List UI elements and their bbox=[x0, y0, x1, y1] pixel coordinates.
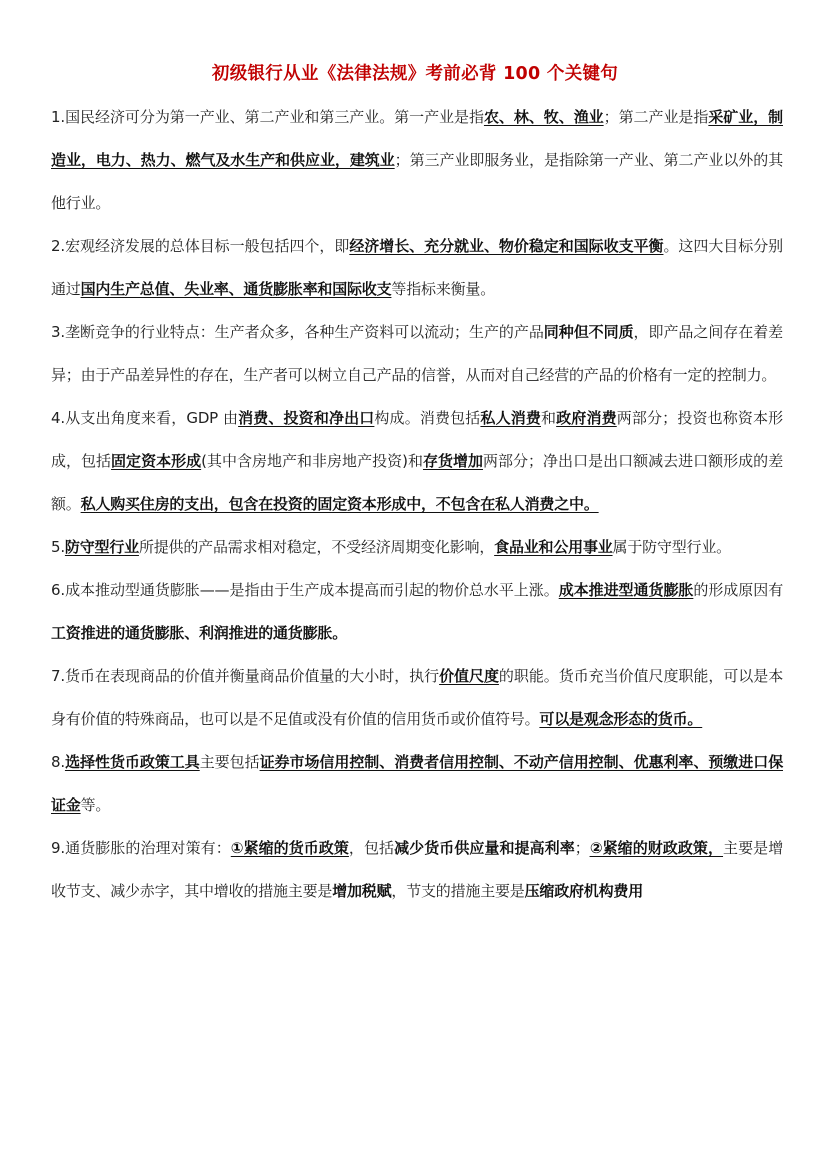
paragraph-6 bbox=[51, 569, 783, 655]
paragraph-4 bbox=[51, 397, 783, 526]
key-phrase: 可以是观念形态的货币。 bbox=[539, 710, 703, 728]
key-phrase: 私人购买住房的支出，包含在投资的固定资本形成中，不包含在私人消费之中。 bbox=[80, 495, 599, 513]
bold-phrase: 工资推进的通货膨胀、利润推进的通货膨胀。 bbox=[51, 624, 348, 642]
key-phrase: 政府消费 bbox=[556, 409, 617, 427]
key-phrase: 价值尺度 bbox=[439, 667, 499, 685]
key-phrase: 成本推进型通货膨胀 bbox=[558, 581, 694, 599]
text-segment: ； bbox=[574, 839, 590, 857]
key-phrase: 私人消费 bbox=[480, 409, 541, 427]
text-segment: 等。 bbox=[80, 796, 111, 814]
text-segment: 属于防守型行业。 bbox=[612, 538, 731, 556]
text-segment: 的职能。货币充当价值尺度职能，可以是本身有价值的特殊商品，也可以是不足值或没有价值的信用货币或价值符号。 bbox=[51, 667, 784, 728]
text-segment: 5. bbox=[51, 538, 65, 556]
text-segment: ，节支的措施主要是 bbox=[391, 882, 525, 900]
text-segment: 构成。消费包括 bbox=[374, 409, 481, 427]
text-segment: 7.货币在表现商品的价值并衡量商品价值量的大小时，执行 bbox=[51, 667, 440, 685]
key-phrase: 经济增长、充分就业、物价稳定和国际收支平衡 bbox=[349, 237, 664, 255]
key-phrase: 选择性货币政策工具 bbox=[64, 753, 200, 771]
paragraph-3 bbox=[51, 311, 783, 397]
text-segment: 主要是增收节支、减少赤字，其中增收的措施主要是 bbox=[51, 839, 783, 900]
text-segment: 8. bbox=[51, 753, 65, 771]
paragraph-1 bbox=[51, 96, 783, 225]
key-phrase: 采矿业，制造业，电力、热力、燃气及水生产和供应业，建筑业 bbox=[51, 108, 783, 169]
key-phrase: 食品业和公用事业 bbox=[494, 538, 613, 556]
paragraph-8 bbox=[51, 741, 783, 827]
bold-phrase: 压缩政府机构费用 bbox=[524, 882, 644, 900]
text-segment: 6.成本推动型通货膨胀——是指由于生产成本提高而引起的物价总水平上涨。 bbox=[51, 581, 559, 599]
paragraph-7 bbox=[51, 655, 783, 741]
text-segment: 3.垄断竞争的行业特点：生产者众多，各种生产资料可以流动；生产的产品 bbox=[51, 323, 544, 341]
text-segment: 9.通货膨胀的治理对策有： bbox=[51, 839, 231, 857]
text-segment: (其中含房地产和非房地产投资)和 bbox=[201, 452, 423, 470]
key-phrase: 国内生产总值、失业率、通货膨胀率和国际收支 bbox=[80, 280, 392, 298]
text-segment: 4.从支出角度来看，GDP 由 bbox=[51, 409, 239, 427]
key-phrase: 农、林、牧、渔业 bbox=[483, 108, 604, 126]
text-segment: 两部分；净出口是出口额减去进口额形成的差额。 bbox=[51, 452, 783, 513]
text-segment: ，包括 bbox=[348, 839, 395, 857]
text-segment: 2.宏观经济发展的总体目标一般包括四个，即 bbox=[51, 237, 350, 255]
text-segment: 所提供的产品需求相对稳定，不受经济周期变化影响， bbox=[138, 538, 495, 556]
key-phrase: ①紧缩的货币政策 bbox=[230, 839, 349, 857]
text-segment: 。这四大目标分别通过 bbox=[51, 237, 783, 298]
key-phrase: 存货增加 bbox=[422, 452, 484, 470]
text-segment: 和 bbox=[541, 409, 557, 427]
key-phrase: 证券市场信用控制、消费者信用控制、不动产信用控制、优惠利率、预缴进口保证金 bbox=[51, 753, 783, 814]
document-body bbox=[51, 96, 783, 913]
text-segment: 1.国民经济可分为第一产业、第二产业和第三产业。第一产业是指 bbox=[51, 108, 484, 126]
bold-phrase: 减少货币供应量和提高利率 bbox=[394, 839, 575, 857]
bold-phrase: 增加税赋 bbox=[332, 882, 392, 900]
text-segment: ；第三产业即服务业，是指除第一产业、第二产业以外的其他行业。 bbox=[51, 151, 783, 212]
text-segment: ；第二产业是指 bbox=[603, 108, 709, 126]
text-segment: 的形成原因有 bbox=[693, 581, 783, 599]
key-phrase: 消费、投资和净出口 bbox=[238, 409, 375, 427]
bold-phrase: 同种但不同质 bbox=[543, 323, 634, 341]
paragraph-5 bbox=[51, 526, 783, 569]
text-segment: 等指标来衡量。 bbox=[391, 280, 496, 298]
key-phrase: ②紧缩的财政政策， bbox=[589, 839, 724, 857]
key-phrase: 防守型行业 bbox=[64, 538, 139, 556]
key-phrase: 固定资本形成 bbox=[111, 452, 202, 470]
text-segment: ，即产品之间存在着差异；由于产品差异性的存在，生产者可以树立自己产品的信誉，从而对自己经营的产品的价格有一定的控制力。 bbox=[51, 323, 783, 384]
paragraph-2 bbox=[51, 225, 783, 311]
paragraph-9 bbox=[51, 827, 783, 913]
document-title: 初级银行从业《法律法规》考前必背 100 个关键句 bbox=[211, 64, 619, 84]
text-segment: 主要包括 bbox=[199, 753, 260, 771]
text-segment: 两部分；投资也称资本形成，包括 bbox=[51, 409, 783, 470]
